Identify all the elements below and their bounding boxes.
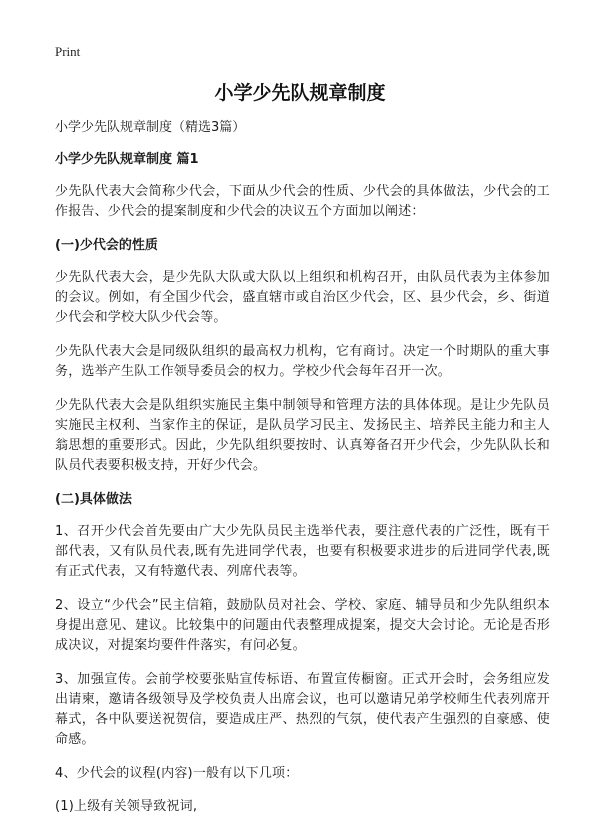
section1-paragraph-3: 少先队代表大会是队组织实施民主集中制领导和管理方法的具体体现。是让少先队员实施民主权利、当家作主的保证，是队员学习民主、发扬民主、培养民主能力和主人翁思想的重要形式。因此，少先队组织要按时、认真筹备召开少代会，少先队队长和队员代表要积极支持，开好少代会。	[55, 398, 550, 473]
section-heading-practice: (二)具体做法	[55, 492, 132, 507]
section2-paragraph-4: 4、少代会的议程(内容)一般有以下几项：	[55, 766, 299, 781]
intro-paragraph: 少先队代表大会简称少代会，下面从少代会的性质、少代会的具体做法，少代会的工作报告、少代会的提案制度和少代会的决议五个方面加以阐述：	[55, 184, 550, 219]
document-subtitle: 小学少先队规章制度（精选3篇）	[55, 120, 246, 135]
section-heading-nature: (一)少代会的性质	[55, 238, 158, 253]
document-body	[55, 118, 550, 830]
print-label: Print	[55, 44, 81, 59]
section1-paragraph-1: 少先队代表大会，是少先队大队或大队以上组织和机构召开，由队员代表为主体参加的会议。例如，有全国少代会，盛直辖市或自治区少代会，区、县少代会，乡、街道少代会和学校大队少代会等。	[55, 270, 550, 325]
section1-paragraph-2: 少先队代表大会是同级队组织的最高权力机构，它有商讨。决定一个时期队的重大事务，选举产生队工作领导委员会的权力。学校少代会每年召开一次。	[55, 344, 550, 379]
document-title: 小学少先队规章制度	[214, 82, 386, 104]
section2-paragraph-5: (1)上级有关领导致祝词,	[55, 799, 198, 814]
article-heading: 小学少先队规章制度 篇1	[55, 152, 199, 167]
section2-paragraph-3: 3、加强宣传。会前学校要张贴宣传标语、布置宣传橱窗。正式开会时，会务组应发出请柬，邀请各级领导及学校负责人出席会议，也可以邀请兄弟学校师生代表列席开幕式，各中队要送祝贺信，要造成庄严、热烈的气氛，使代表产生强烈的自豪感、使命感。	[55, 672, 550, 747]
section2-paragraph-1: 1、召开少代会首先要由广大少先队员民主选举代表，要注意代表的广泛性，既有干部代表，又有队员代表,既有先进同学代表，也要有积极要求进步的后进同学代表,既有正式代表，又有特邀代表、列席代表等。	[55, 524, 550, 579]
section2-paragraph-2: 2、设立“少代会”民主信箱，鼓励队员对社会、学校、家庭、辅导员和少先队组织本身提出意见、建议。比较集中的问题由代表整理成提案，提交大会讨论。无论是否形成决议，对提案均要件件落实，有问必复。	[55, 598, 550, 653]
